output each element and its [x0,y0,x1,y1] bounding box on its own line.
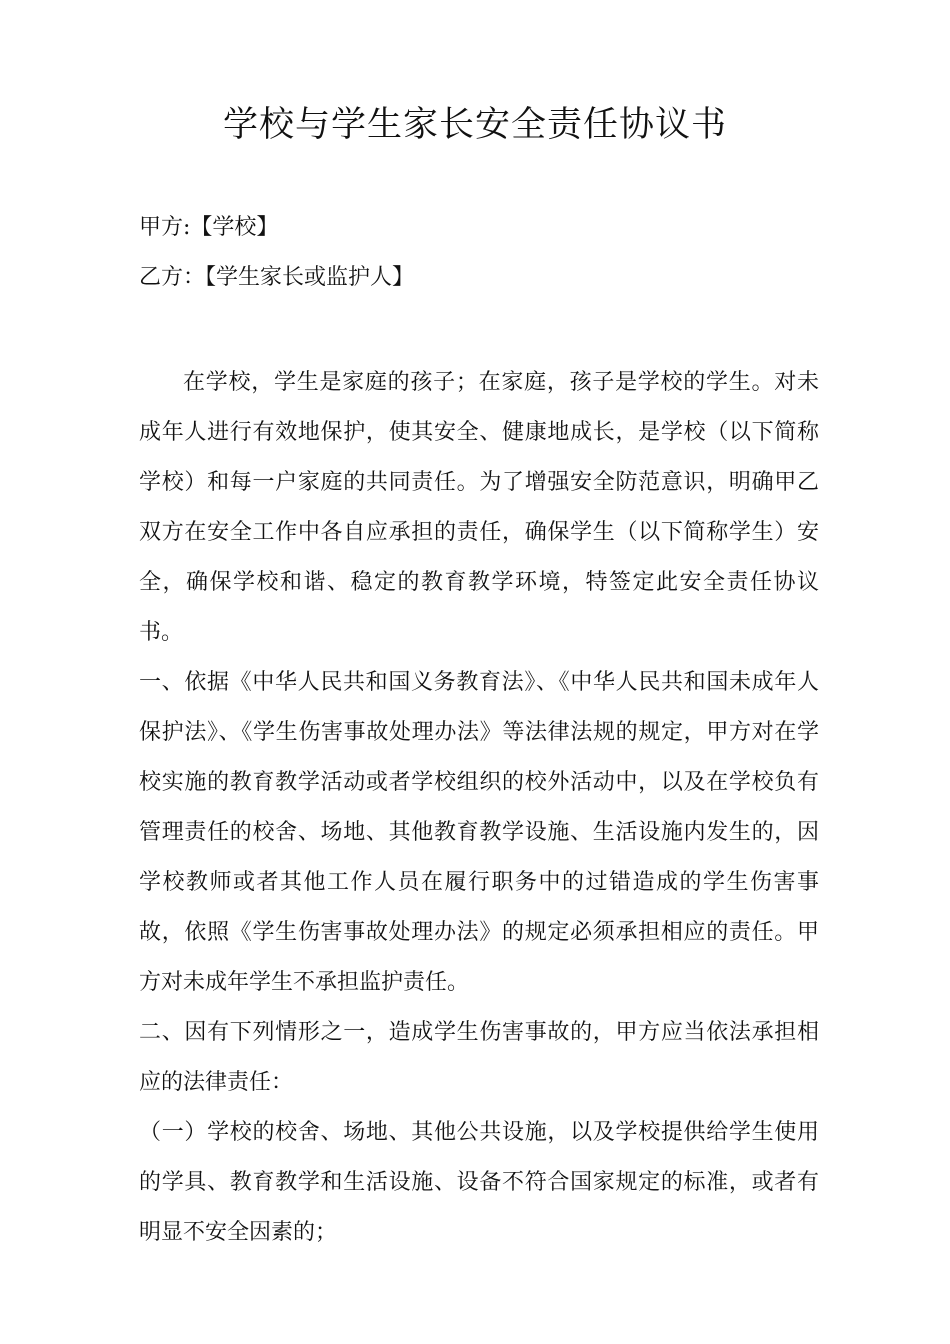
party-b-line: 乙方：【学生家长或监护人】 [139,265,415,290]
document-title: 学校与学生家长安全责任协议书 [222,105,727,145]
clause-one-paragraph: 一、依据《中华人民共和国义务教育法》、《中华人民共和国未成年人保护法》、《学生伤害事故处理办法》等法律法规的规定，甲方对在学校实施的教育教学活动或者学校组织的校外活动中，以及在学校负有管理责任的校舍、场地、其他教育教学设施、生活设施内发生的，因学校教师或者其他工作人员在履行职务中的过错造成的学生伤害事故，依照《学生伤害事故处理办法》的规定必须承担相应的责任。甲方对未成年学生不承担监护责任。 [139,670,819,995]
intro-paragraph: 在学校，学生是家庭的孩子；在家庭，孩子是学校的学生。对未成年人进行有效地保护，使其安全、健康地成长，是学校（以下简称学校）和每一户家庭的共同责任。为了增强安全防范意识，明确甲乙双方在安全工作中各自应承担的责任，确保学生（以下简称学生）安全，确保学校和谐、稳定的教育教学环境，特签定此安全责任协议书。 [139,370,819,645]
clause-two-paragraph: 二、因有下列情形之一，造成学生伤害事故的，甲方应当依法承担相应的法律责任： [139,1020,819,1095]
clause-two-item-one-paragraph: （一）学校的校舍、场地、其他公共设施，以及学校提供给学生使用的学具、教育教学和生活设施、设备不符合国家规定的标准，或者有明显不安全因素的； [139,1120,819,1245]
agreement-body [139,358,819,1258]
party-a-line: 甲方:【学校】 [139,215,279,240]
